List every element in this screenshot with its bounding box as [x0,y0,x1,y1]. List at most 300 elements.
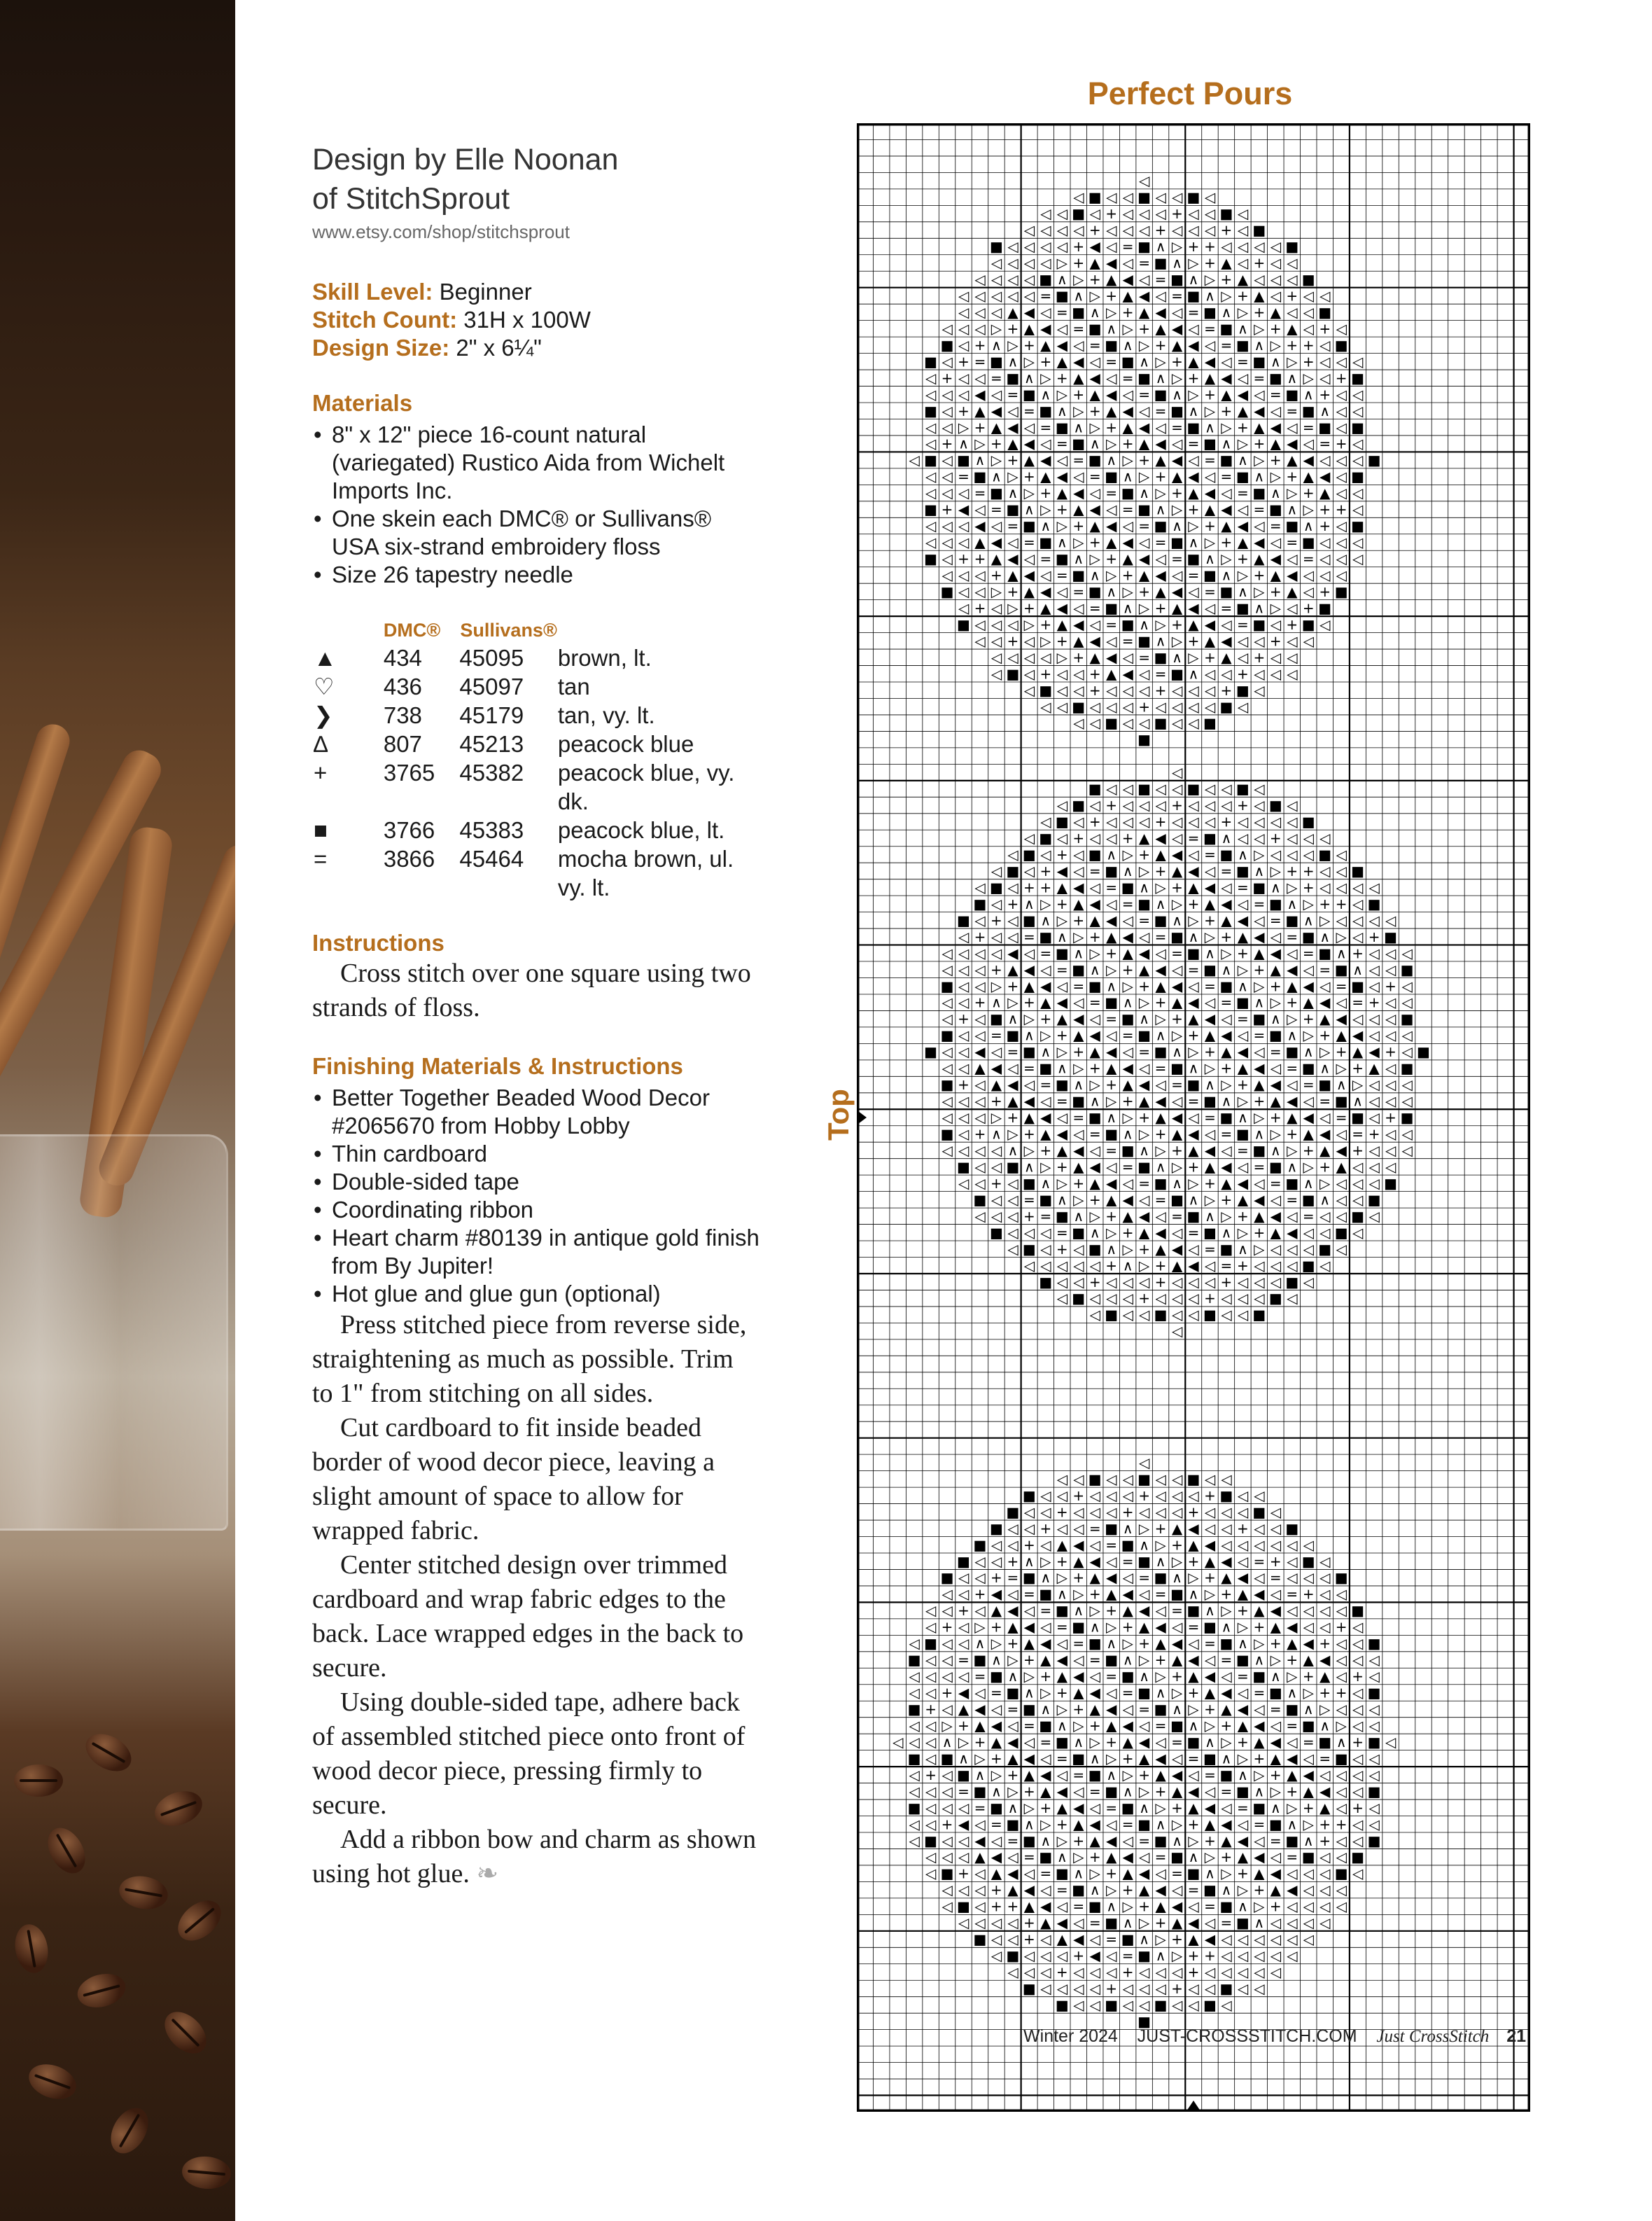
chart-symbol: ◁ [909,1717,920,1734]
chart-symbol: ◁ [1073,1783,1084,1800]
chart-symbol: ▲ [1056,353,1068,370]
chart-symbol: ◁ [1023,1224,1035,1241]
chart-symbol: + [1253,435,1266,452]
chart-symbol: ◀ [1056,468,1068,485]
chart-symbol: ■ [1105,1125,1119,1143]
chart-symbol: ■ [1301,402,1315,419]
chart-symbol: + [1204,1832,1216,1849]
chart-symbol: + [1269,583,1282,600]
chart-symbol: ∧ [1303,912,1314,929]
chart-symbol: ■ [1268,501,1282,518]
chart-symbol: = [1040,287,1052,305]
chart-symbol: + [1105,205,1118,223]
chart-symbol: ◁ [925,1651,937,1669]
chart-symbol: = [1072,320,1085,337]
chart-symbol: + [1286,615,1298,633]
chart-symbol: ▲ [990,550,1002,568]
chart-symbol: + [1121,1618,1134,1636]
chart-symbol: ▲ [1171,1257,1183,1274]
chart-symbol: ■ [989,1010,1003,1028]
chart-symbol: ◀ [1073,1010,1084,1028]
chart-symbol: ◁ [1138,534,1150,551]
chart-symbol: ◁ [1105,681,1117,699]
chart-symbol: ■ [924,1043,938,1061]
chart-symbol: ◀ [1270,1207,1282,1225]
chart-symbol: ■ [1105,1914,1119,1932]
chart-symbol: ◀ [1040,1635,1051,1652]
chart-symbol: ◁ [941,1701,953,1718]
chart-symbol: ∧ [1172,1043,1182,1061]
chart-symbol: ▷ [1040,895,1051,912]
chart-symbol: + [1302,879,1315,896]
chart-symbol: ∧ [1122,336,1133,354]
chart-symbol: ▲ [1023,1898,1035,1915]
chart-symbol: ◁ [1056,583,1068,600]
list-item: • 8" x 12" piece 16-count natural (variegated) Rustico Aida from Wichelt Imports Inc. [312,421,760,505]
chart-symbol: + [1237,1207,1249,1225]
chart-symbol: + [1138,452,1150,469]
chart-symbol: ■ [1039,402,1053,419]
chart-symbol: ■ [1105,336,1119,354]
chart-symbol: ▲ [1040,1914,1051,1932]
chart-symbol: ◀ [1237,517,1249,535]
chart-symbol: = [1072,1109,1085,1127]
chart-symbol: ◁ [1204,780,1216,798]
chart-symbol: ▷ [1155,1536,1166,1554]
chart-symbol: ◁ [1023,945,1035,962]
chart-symbol: ■ [1301,1257,1315,1274]
chart-symbol: ◁ [974,583,986,600]
chart-symbol: ■ [1351,468,1365,485]
chart-symbol: ◁ [941,1602,953,1620]
chart-symbol: ◁ [1270,648,1282,666]
chart-symbol: ■ [1121,1930,1135,1948]
chart-symbol: ◁ [1089,1306,1100,1323]
chart-symbol: ◁ [1237,813,1249,830]
chart-symbol: ◁ [1385,1733,1396,1750]
chart-symbol: ■ [1186,1207,1200,1225]
chart-symbol: + [1171,1010,1183,1028]
chart-symbol: = [1171,287,1183,305]
chart-symbol: + [990,1569,1002,1587]
chart-symbol: ■ [973,1783,987,1800]
chart-symbol: ■ [1367,1733,1381,1750]
chart-symbol: ▷ [1122,1240,1133,1258]
chart-symbol: ■ [1121,615,1135,633]
chart-symbol: = [1105,1536,1118,1554]
chart-symbol: ◁ [1073,1125,1084,1143]
chart-symbol: ■ [1334,1224,1348,1241]
chart-symbol: + [1023,1536,1035,1554]
chart-symbol: ◁ [1073,681,1084,699]
chart-symbol: ◁ [1221,485,1232,502]
chart-symbol: ■ [1121,1799,1135,1816]
chart-symbol: ■ [1285,386,1299,403]
chart-symbol: ▲ [958,1701,969,1718]
chart-symbol: ◁ [1237,1306,1249,1323]
chart-symbol: = [1204,320,1216,337]
materials-list [312,421,760,589]
chart-symbol: ■ [1252,485,1266,502]
chart-symbol: ∧ [1106,320,1117,337]
chart-symbol: ∧ [974,452,986,469]
chart-symbol: = [1237,1799,1249,1816]
chart-symbol: = [1154,271,1167,288]
chart-symbol: ▷ [1221,1733,1232,1750]
chart-symbol: ▲ [1204,1684,1216,1701]
chart-symbol: ▲ [1073,1684,1084,1701]
chart-symbol: ∧ [1287,1158,1298,1176]
chart-symbol: ■ [1351,517,1365,535]
chart-symbol: ◁ [958,517,969,535]
chart-symbol: ■ [940,1026,954,1044]
chart-symbol: ▲ [1171,336,1183,354]
chart-symbol: ■ [1121,353,1135,370]
chart-symbol: ■ [1268,797,1282,814]
chart-symbol: ◁ [974,1684,986,1701]
chart-symbol: ◁ [1007,254,1018,272]
chart-symbol: ◁ [1122,205,1133,223]
chart-symbol: ◁ [1401,1026,1413,1044]
chart-symbol: ■ [1367,1832,1381,1849]
chart-symbol: + [958,1076,969,1094]
chart-symbol: ◁ [1352,1635,1364,1652]
chart-symbol: ◀ [990,534,1002,551]
chart-symbol: + [1319,1816,1331,1833]
chart-symbol: = [1138,1569,1150,1587]
chart-symbol: + [1056,501,1068,518]
chart-symbol: + [1368,994,1380,1011]
chart-symbol: ◀ [1352,1026,1364,1044]
chart-symbol: ◀ [1073,879,1084,896]
chart-symbol: = [1040,1602,1052,1620]
chart-symbol: ∧ [1056,271,1068,288]
chart-symbol: ◁ [1287,830,1298,847]
chart-symbol: ■ [1219,846,1233,863]
chart-symbol: = [1187,1092,1200,1110]
chart-symbol: ▲ [1188,1930,1199,1948]
chart-symbol: + [1187,1816,1200,1833]
chart-symbol: ◁ [1254,517,1265,535]
chart-symbol: + [1253,1092,1266,1110]
chart-symbol: ▲ [1073,1552,1084,1570]
chart-symbol: ∧ [1205,419,1215,436]
chart-symbol: ◁ [974,977,986,995]
chart-symbol: ▲ [1023,1109,1035,1127]
chart-symbol: ■ [1138,238,1152,256]
chart-symbol: ▷ [1270,1125,1282,1143]
chart-symbol: ■ [1105,994,1119,1011]
chart-symbol: ■ [1138,1552,1152,1570]
chart-symbol: ■ [1138,731,1152,749]
chart-symbol: ◁ [1368,1158,1380,1176]
chart-symbol: ◀ [1221,1684,1232,1701]
chart-symbol: ◁ [1204,1914,1216,1932]
chart-symbol: ▲ [1138,1881,1150,1899]
chart-symbol: ▷ [1303,1684,1314,1701]
chart-symbol: ◁ [990,287,1002,305]
chart-symbol: ◁ [1287,846,1298,863]
chart-symbol: ◁ [958,303,969,321]
chart-symbol: ■ [1351,977,1365,995]
chart-symbol: + [1352,1059,1364,1077]
chart-symbol: ∧ [1205,1076,1215,1094]
instructions-text: Cross stitch over one square using two strands of floss. [312,959,751,1022]
chart-symbol: ◀ [1105,1174,1117,1192]
chart-symbol: ▲ [1221,254,1232,272]
chart-symbol: = [1056,435,1068,452]
chart-symbol: ◁ [1385,1092,1396,1110]
chart-symbol: + [1056,1158,1068,1176]
chart-symbol: ◁ [1270,271,1282,288]
chart-symbol: ◁ [1105,238,1117,256]
chart-symbol: + [1154,1125,1167,1143]
chart-symbol: + [1056,846,1068,863]
finishing-paragraph: Cut cardboard to fit inside beaded border of wood decor piece, leaving a slight amount of space to allow for wrapped fabric. [312,1413,715,1545]
chart-symbol: ◀ [1138,1602,1150,1620]
chart-symbol: ■ [1088,1898,1102,1915]
chart-symbol: ◁ [1254,665,1265,683]
chart-symbol: ∧ [1024,501,1035,518]
chart-symbol: = [1237,1668,1249,1685]
chart-symbol: + [1368,928,1380,945]
chart-symbol: ▲ [1105,1848,1117,1866]
chart-symbol: ◀ [958,1684,969,1701]
chart-symbol: ◁ [1089,1996,1100,2014]
chart-symbol: ∧ [1303,1701,1314,1718]
chart-symbol: + [1121,1092,1134,1110]
chart-symbol: ◁ [1287,599,1298,617]
chart-symbol: ■ [1236,1783,1250,1800]
chart-symbol: ∧ [1139,1930,1149,1948]
chart-symbol: ◁ [1007,1174,1018,1192]
chart-symbol: ▲ [1204,632,1216,650]
chart-symbol: ▷ [1270,994,1282,1011]
chart-symbol: + [1138,1635,1150,1652]
chart-symbol: ◁ [990,1930,1002,1948]
chart-symbol: ■ [989,879,1003,896]
chart-symbol: ◁ [1204,1125,1216,1143]
chart-symbol: ◁ [1287,1207,1298,1225]
chart-symbol: = [1105,1799,1118,1816]
chart-symbol: ■ [1203,1750,1217,1767]
chart-symbol: ◀ [990,1585,1002,1603]
chart-symbol: ▷ [1155,615,1166,633]
chart-symbol: ◁ [1155,1602,1166,1620]
chart-symbol: ◀ [1320,1783,1331,1800]
chart-symbol: ◁ [1336,1174,1347,1192]
chart-symbol: ◁ [974,1026,986,1044]
chart-symbol: = [1286,1585,1298,1603]
chart-symbol: + [1171,1141,1183,1159]
chart-symbol: ▲ [1007,961,1018,978]
chart-symbol: ▷ [1073,1059,1084,1077]
chart-symbol: ◀ [1270,1076,1282,1094]
chart-symbol: ◁ [1073,1240,1084,1258]
chart-symbol: ▷ [1171,369,1183,387]
chart-symbol: ∧ [1007,1010,1018,1028]
chart-symbol: ◁ [1254,1701,1265,1718]
chart-symbol: ◀ [1237,386,1249,403]
chart-symbol: ∧ [1056,1848,1068,1866]
chart-symbol: + [1335,435,1348,452]
chart-symbol: ◀ [1056,1914,1068,1932]
chart-symbol: ■ [1072,698,1086,716]
chart-symbol: ■ [924,501,938,518]
chart-symbol: ◁ [1023,1503,1035,1521]
chart-symbol: ◁ [1303,435,1314,452]
chart-symbol: ◀ [1023,1618,1035,1636]
chart-symbol: + [1220,534,1233,551]
chart-symbol: ◀ [1040,1109,1051,1127]
chart-symbol: ◁ [1023,1865,1035,1882]
chart-symbol: ◁ [990,1552,1002,1570]
chart-symbol: ▲ [1254,1865,1265,1882]
chart-symbol: = [1187,303,1200,321]
chart-symbol: ◁ [1385,1010,1396,1028]
chart-symbol: ◀ [974,1701,986,1718]
symbol-icon: ■ [314,817,328,843]
chart-symbol: ∧ [1320,402,1331,419]
chart-symbol: + [1088,534,1101,551]
chart-symbol: ▲ [1254,550,1265,568]
chart-symbol: ■ [1400,1059,1414,1077]
chart-symbol: + [1154,862,1167,879]
chart-symbol: ◁ [1171,188,1183,206]
chart-symbol: ▷ [1138,1914,1150,1932]
chart-symbol: + [1056,1816,1068,1833]
chart-symbol: ◁ [1023,254,1035,272]
chart-symbol: + [1171,1980,1183,1998]
chart-symbol: ◀ [1237,1043,1249,1061]
chart-symbol: ▲ [1237,1717,1249,1734]
chart-symbol: ◀ [1204,353,1216,370]
chart-symbol: + [1187,369,1200,387]
chart-symbol: + [958,1717,969,1734]
chart-symbol: ▷ [1254,452,1265,469]
chart-symbol: ◁ [1221,353,1232,370]
chart-symbol: ◁ [1105,813,1117,830]
chart-symbol: ◁ [1089,615,1100,633]
list-item: • Thin cardboard [312,1140,760,1168]
chart-symbol: ◁ [1270,1536,1282,1554]
chart-symbol: ∧ [1122,994,1133,1011]
chart-symbol: + [1105,419,1118,436]
chart-symbol: ◁ [1188,714,1199,732]
chart-symbol: ▷ [1040,1026,1051,1044]
chart-symbol: ■ [1186,419,1200,436]
chart-symbol: ∧ [1238,320,1248,337]
chart-symbol: ▲ [1138,1224,1150,1241]
chart-symbol: ▲ [1056,1141,1068,1159]
chart-symbol: + [1220,402,1233,419]
chart-symbol: = [958,1783,969,1800]
chart-symbol: + [1105,945,1118,962]
chart-symbol: ▲ [1254,945,1265,962]
chart-symbol: ◁ [1155,1963,1166,1981]
chart-symbol: = [1138,254,1150,272]
chart-symbol: ■ [1252,1010,1266,1028]
chart-symbol: ∧ [991,1125,1002,1143]
chart-symbol: ◁ [1138,928,1150,945]
chart-symbol: ▷ [1089,1602,1100,1620]
chart-symbol: ◁ [974,1076,986,1094]
chart-symbol: ◁ [1385,994,1396,1011]
chart-symbol: ◁ [1287,271,1298,288]
chart-symbol: ■ [1203,830,1217,847]
chart-symbol: ◁ [1303,961,1314,978]
chart-symbol: ■ [1367,1191,1381,1209]
chart-symbol: ◀ [1237,1174,1249,1192]
chart-symbol: ∧ [1106,583,1117,600]
chart-symbol: ∧ [1139,353,1149,370]
chart-symbol: ■ [1252,615,1266,633]
chart-symbol: ■ [1268,1158,1282,1176]
chart-symbol: ∧ [1106,977,1117,995]
chart-symbol: + [1072,517,1085,535]
chart-symbol: ◁ [974,566,986,584]
chart-symbol: ◀ [1105,1569,1117,1587]
chart-symbol: ◁ [925,1733,937,1750]
chart-symbol: ◁ [1188,1766,1199,1783]
chart-symbol: ▲ [1105,402,1117,419]
chart-symbol: ▷ [1204,1191,1216,1209]
chart-symbol: ■ [1170,534,1184,551]
finishing-heading: Finishing Materials & Instructions [312,1053,683,1079]
chart-symbol: ◁ [1105,1503,1117,1521]
chart-symbol: ◁ [1320,977,1331,995]
chart-symbol: ◁ [990,1207,1002,1225]
chart-symbol: ▲ [1155,846,1166,863]
chart-symbol: ◁ [958,977,969,995]
chart-symbol: ◀ [1204,1010,1216,1028]
chart-symbol: ◁ [1073,336,1084,354]
chart-symbol: ▷ [1221,419,1232,436]
chart-symbol: ◁ [1237,1947,1249,1965]
chart-symbol: ■ [907,1701,921,1718]
chart-symbol: ◁ [974,961,986,978]
chart-symbol: ▲ [1287,1109,1298,1127]
chart-symbol: + [1023,1651,1035,1669]
chart-symbol: ■ [1236,681,1250,699]
chart-symbol: ■ [1170,1585,1184,1603]
chart-symbol: ◁ [1303,1750,1314,1767]
chart-symbol: ◀ [1023,303,1035,321]
chart-symbol: ◀ [1089,1026,1100,1044]
chart-symbol: ◁ [1040,303,1051,321]
chart-symbol: ◁ [1368,879,1380,896]
list-item: • Heart charm #80139 in antique gold finish from By Jupiter! [312,1224,760,1280]
chart-symbol: ◁ [1336,862,1347,879]
chart-symbol: ◁ [1368,1717,1380,1734]
chart-symbol: ◁ [1270,1585,1282,1603]
chart-symbol: = [1171,1733,1183,1750]
chart-symbol: ■ [1138,1470,1152,1488]
chart-symbol: + [1253,566,1266,584]
chart-symbol: ◁ [1254,1257,1265,1274]
chart-symbol: ◁ [892,1733,904,1750]
chart-symbol: ■ [1301,615,1315,633]
chart-symbol: ◁ [1171,435,1183,452]
chart-symbol: ▷ [1221,945,1232,962]
chart-symbol: + [1204,386,1216,403]
chart-symbol: + [1154,336,1167,354]
chart-symbol: ■ [1334,1865,1348,1882]
chart-symbol: ∧ [1287,895,1298,912]
chart-symbol: ∧ [1172,1832,1182,1849]
symbol-icon: = [314,846,328,872]
chart-symbol: + [1154,813,1167,830]
